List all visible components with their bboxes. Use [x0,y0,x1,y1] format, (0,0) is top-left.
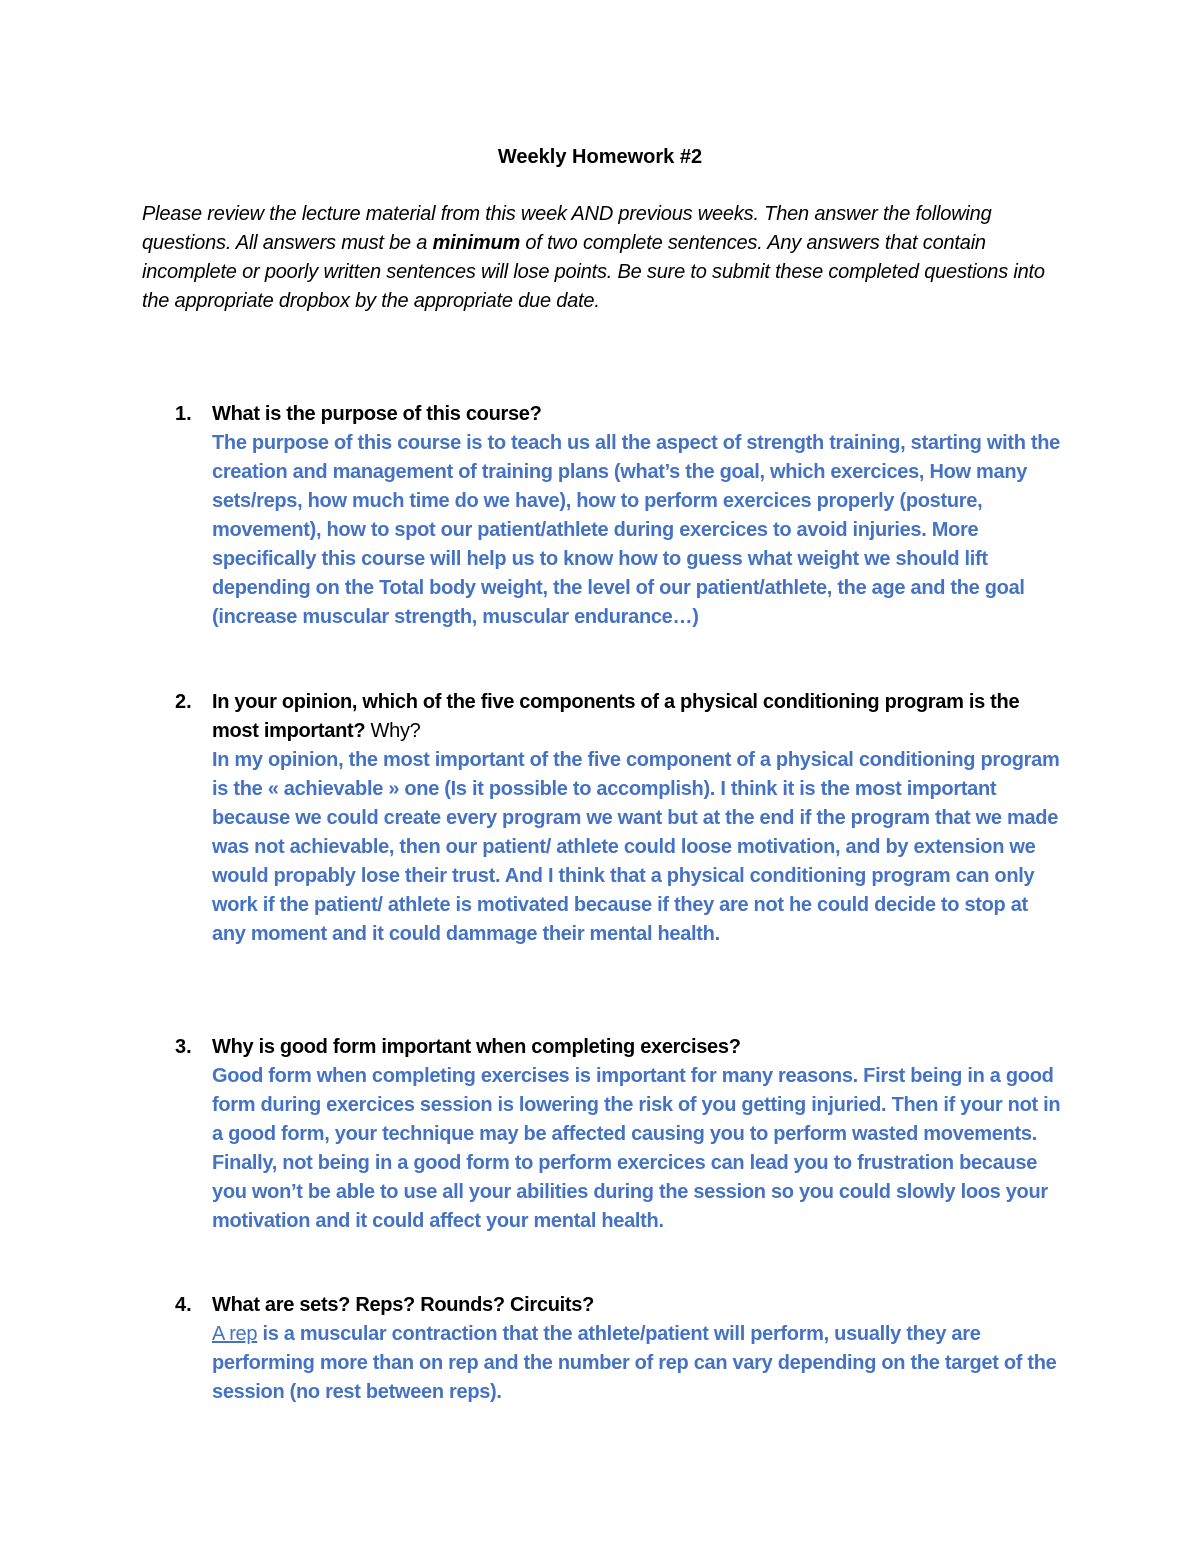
instructions-emphasis: minimum [432,232,521,254]
question-number: 2. [175,691,192,713]
question-text: What is the purpose of this course? [212,403,542,425]
question-text [212,688,1062,746]
answer-text [212,1320,1062,1407]
instructions-paragraph [142,200,1062,316]
question-tail: Why? [365,720,421,742]
question-body [212,688,1062,949]
question-main: In your opinion, which of the five components of a physical conditioning program is the most important? [212,691,1020,742]
question-number: 1. [175,403,192,425]
question-number: 3. [175,1036,192,1058]
instructions-text-part1: Please review the lecture material from this week AND previous weeks. Then answer the following questions. All answers must be a [142,203,992,254]
answer-underlined-term: A rep [212,1323,258,1345]
question-body [212,400,1062,632]
answer-remainder: is a muscular contraction that the athlete/patient will perform, usually they are performing more than on rep and the number of rep can vary depending on the target of the session (no rest between reps). [212,1323,1057,1403]
question-body [212,1033,1062,1236]
question-body [212,1291,1062,1407]
instructions-text-part2: of two complete sentences. Any answers that contain incomplete or poorly written sentences will lose points. Be sure to submit these completed questions into the appropriate dropbox by the appropriate due date. [142,232,1045,312]
answer-text: In my opinion, the most important of the five component of a physical conditioning program is the « achievable » one (Is it possible to accomplish). I think it is the most important because we could create every program we want but at the end if the program that we made was not achievable, then our patient/ athlete could loose motivation, and by extension we would propably lose their trust. And I think that a physical conditioning program can only work if the patient/ athlete is motivated because if they are not he could decide to stop at any moment and it could dammage their mental health. [212,749,1060,945]
question-text: What are sets? Reps? Rounds? Circuits? [212,1294,594,1316]
question-text: Why is good form important when completing exercises? [212,1036,741,1058]
document-title: Weekly Homework #2 [497,146,703,168]
answer-text: The purpose of this course is to teach us all the aspect of strength training, starting with the creation and management of training plans (what’s the goal, which exercices, How many sets/reps, how much time do we have), how to perform exercices properly (posture, movement), how to spot our patient/athlete during exercices to avoid injuries. More specifically this course will help us to know how to guess what weight we should lift depending on the Total body weight, the level of our patient/athlete, the age and the goal (increase muscular strength, muscular endurance…) [212,432,1060,628]
question-number: 4. [175,1294,192,1316]
answer-text: Good form when completing exercises is important for many reasons. First being in a good form during exercices session is lowering the risk of you getting injuried. Then if your not in a good form, your technique may be affected causing you to perform wasted movements. Finally, not being in a good form to perform exercices can lead you to frustration because you won’t be able to use all your abilities during the session so you could slowly loos your motivation and it could affect your mental health. [212,1065,1061,1232]
